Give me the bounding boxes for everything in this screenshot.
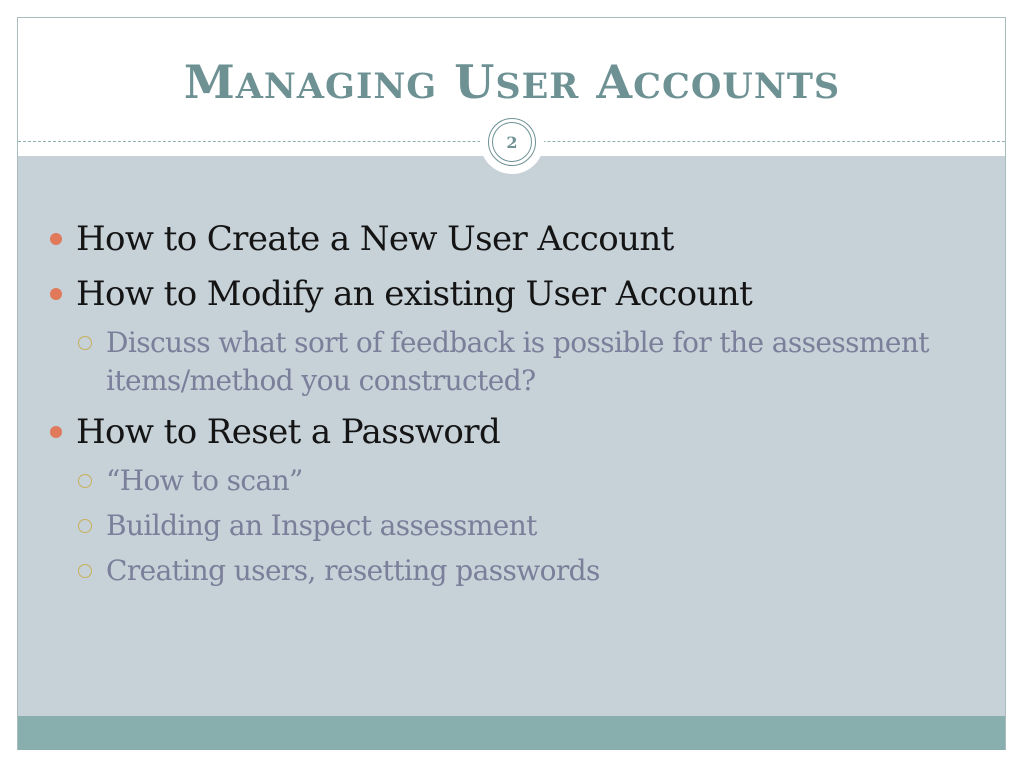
bullet-text: How to Reset a Password (76, 412, 501, 452)
bullet-text: How to Modify an existing User Account (76, 274, 753, 314)
sub-bullet-text: Building an Inspect assessment (106, 509, 537, 542)
sub-bullet-text: “How to scan” (106, 464, 303, 497)
slide-title: MANAGING USER ACCOUNTS (183, 55, 841, 109)
slide-number: 2 (492, 122, 532, 162)
sub-bullet-text: items/method you constructed? (106, 364, 536, 397)
sub-bullet-text: Creating users, resetting passwords (106, 554, 600, 587)
sub-bullet-text: Discuss what sort of feedback is possible for the assessment (106, 326, 929, 359)
slide-number-badge (488, 118, 536, 166)
content-area (18, 156, 1005, 716)
footer-bar (18, 716, 1005, 750)
bullet-text: How to Create a New User Account (76, 219, 674, 259)
